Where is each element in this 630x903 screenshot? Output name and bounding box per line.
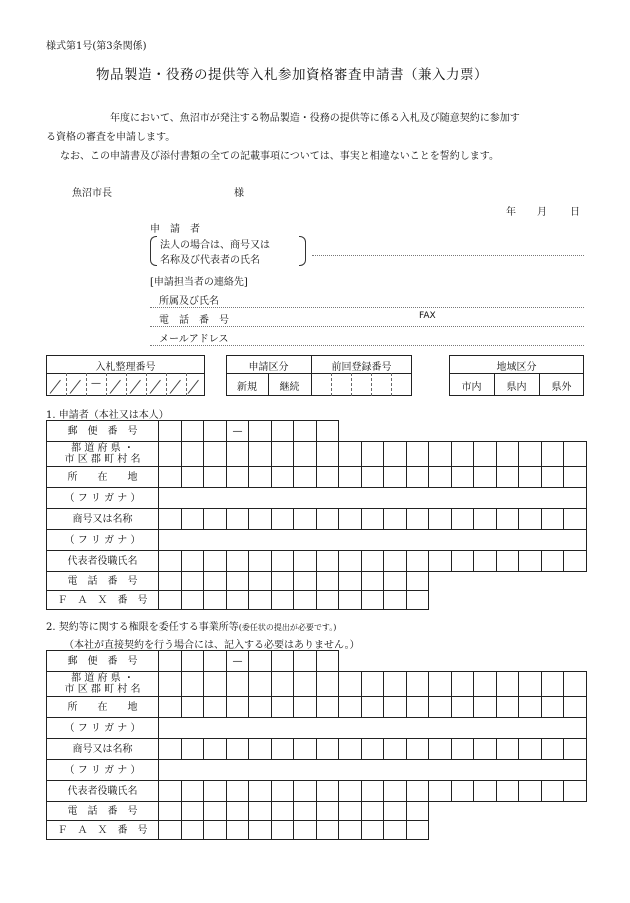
s1-cell-postal[interactable]: [271, 420, 294, 442]
s1-cell-prefecture[interactable]: [158, 441, 182, 467]
s1-cell-representative[interactable]: [316, 550, 339, 572]
s1-cell-fax[interactable]: [338, 590, 362, 610]
corp-note-line-1: 法人の場合は、商号又は: [160, 240, 270, 251]
s2-cell-phone[interactable]: [383, 801, 407, 821]
s1-cell-company_name[interactable]: [406, 508, 429, 530]
s1-cell-representative[interactable]: [271, 550, 294, 572]
s1-cell-phone[interactable]: [158, 571, 182, 591]
s2-cell-phone[interactable]: [338, 801, 362, 821]
region-label: 地域区分: [496, 362, 537, 373]
section2-note-small: (委任状の提出が必要です。): [238, 623, 337, 632]
s2-cell-company_name[interactable]: [406, 738, 429, 760]
s2-label-phone: 電 話 番 号: [46, 801, 159, 821]
s2-cell-company_name[interactable]: [383, 738, 407, 760]
page-title: 物品製造・役務の提供等入札参加資格審査申請書（兼入力票）: [96, 67, 488, 83]
s1-cell-company_name[interactable]: [473, 508, 497, 530]
s2-cell-company_name[interactable]: [226, 738, 249, 760]
s1-label-furigana: （ フ リ ガ ナ ）: [46, 529, 159, 551]
s1-cell-prefecture[interactable]: [518, 441, 542, 467]
s1-input-furigana[interactable]: [158, 529, 587, 551]
s1-cell-company_name[interactable]: [203, 508, 227, 530]
s1-cell-phone[interactable]: [293, 571, 317, 591]
s2-cell-fax[interactable]: [316, 820, 339, 840]
s1-cell-representative[interactable]: [158, 550, 182, 572]
s1-cell-address[interactable]: [248, 466, 272, 488]
s2-cell-representative[interactable]: [541, 780, 564, 802]
s1-cell-company_name[interactable]: [248, 508, 272, 530]
s1-cell-prefecture[interactable]: [293, 441, 317, 467]
s2-cell-fax[interactable]: [361, 820, 384, 840]
s2-cell-representative[interactable]: [406, 780, 429, 802]
s1-cell-company_name[interactable]: [541, 508, 564, 530]
s2-cell-company_name[interactable]: [563, 738, 587, 760]
s2-cell-representative[interactable]: [451, 780, 474, 802]
s1-cell-prefecture[interactable]: [541, 441, 564, 467]
s2-cell-phone[interactable]: [248, 801, 272, 821]
s1-cell-representative[interactable]: [361, 550, 384, 572]
s2-cell-prefecture[interactable]: [383, 671, 407, 697]
s2-cell-representative[interactable]: [271, 780, 294, 802]
s2-cell-prefecture[interactable]: [361, 671, 384, 697]
s2-cell-address[interactable]: [428, 696, 452, 718]
s2-cell-company_name[interactable]: [248, 738, 272, 760]
s1-cell-fax[interactable]: [181, 590, 204, 610]
intro-line-2: る資格の審査を申請します。: [46, 132, 176, 143]
s1-cell-representative[interactable]: [541, 550, 564, 572]
s2-cell-postal[interactable]: [203, 650, 227, 672]
s1-input-furigana[interactable]: [158, 487, 587, 509]
s2-cell-fax[interactable]: [406, 820, 429, 840]
s2-cell-prefecture[interactable]: [541, 671, 564, 697]
form-number: 様式第1号(第3条関係): [46, 41, 147, 52]
s2-cell-address[interactable]: [293, 696, 317, 718]
s2-cell-postal[interactable]: [181, 650, 204, 672]
s2-cell-fax[interactable]: [203, 820, 227, 840]
s2-label-postal: 郵 便 番 号: [46, 650, 159, 672]
s1-cell-company_name[interactable]: [338, 508, 362, 530]
s1-cell-address[interactable]: [293, 466, 317, 488]
contact-dept-label: 所属及び氏名: [159, 296, 219, 307]
s2-cell-representative[interactable]: [563, 780, 587, 802]
application-type-label: 申請区分: [248, 362, 289, 373]
date-year: 年: [506, 207, 516, 218]
s1-cell-prefecture[interactable]: [361, 441, 384, 467]
s1-cell-prefecture[interactable]: [383, 441, 407, 467]
section2-note: （本社が直接契約を行う場合には、記入する必要はありません。）: [64, 640, 360, 651]
s2-cell-fax[interactable]: [248, 820, 272, 840]
contact-dept-line[interactable]: [150, 307, 584, 308]
application-type-continue[interactable]: 継続: [279, 382, 300, 393]
s1-cell-address[interactable]: [496, 466, 519, 488]
s2-cell-address[interactable]: [496, 696, 519, 718]
s2-cell-address[interactable]: [361, 696, 384, 718]
bracket-left: [150, 236, 157, 266]
contact-phone-label: 電 話 番 号: [159, 315, 229, 326]
s2-cell-address[interactable]: [316, 696, 339, 718]
s1-cell-company_name[interactable]: [451, 508, 474, 530]
s2-cell-phone[interactable]: [226, 801, 249, 821]
s2-cell-representative[interactable]: [361, 780, 384, 802]
s1-cell-postal: —: [226, 420, 249, 442]
bid-number-dash: —: [91, 378, 101, 389]
s2-cell-address[interactable]: [158, 696, 182, 718]
s2-cell-representative[interactable]: [496, 780, 519, 802]
s2-cell-prefecture[interactable]: [248, 671, 272, 697]
s2-cell-fax[interactable]: [383, 820, 407, 840]
s2-cell-postal[interactable]: [271, 650, 294, 672]
s1-label-fax: Ｆ Ａ Ｘ 番 号: [46, 590, 159, 610]
s1-cell-phone[interactable]: [226, 571, 249, 591]
s2-label-furigana: （ フ リ ガ ナ ）: [46, 717, 159, 739]
s2-cell-company_name[interactable]: [473, 738, 497, 760]
contact-fax-label: FAX: [419, 311, 436, 321]
s1-cell-representative[interactable]: [181, 550, 204, 572]
s1-cell-company_name[interactable]: [563, 508, 587, 530]
s1-cell-company_name[interactable]: [518, 508, 542, 530]
s2-cell-address[interactable]: [563, 696, 587, 718]
s2-cell-representative[interactable]: [248, 780, 272, 802]
s2-cell-prefecture[interactable]: [181, 671, 204, 697]
s2-cell-representative[interactable]: [203, 780, 227, 802]
s2-cell-prefecture[interactable]: [203, 671, 227, 697]
s1-cell-prefecture[interactable]: [248, 441, 272, 467]
region-outside[interactable]: 県外: [551, 382, 572, 393]
s2-cell-address[interactable]: [203, 696, 227, 718]
s2-input-furigana[interactable]: [158, 717, 587, 739]
s1-cell-company_name[interactable]: [496, 508, 519, 530]
s2-cell-postal[interactable]: [248, 650, 272, 672]
applicant-label: 申 請 者: [150, 224, 200, 235]
s1-cell-prefecture[interactable]: [338, 441, 362, 467]
s2-cell-fax[interactable]: [338, 820, 362, 840]
bracket-right: [299, 236, 306, 266]
s2-cell-representative[interactable]: [428, 780, 452, 802]
intro-line-3: なお、この申請書及び添付書類の全ての記載事項については、事実と相違ないことを誓約します。: [60, 151, 499, 162]
s1-label-representative: 代表者役職氏名: [46, 550, 159, 572]
s1-cell-address[interactable]: [181, 466, 204, 488]
s1-cell-address[interactable]: [428, 466, 452, 488]
s1-cell-phone[interactable]: [181, 571, 204, 591]
section1-title: 1. 申請者（本社又は本人）: [46, 410, 169, 421]
s2-cell-phone[interactable]: [181, 801, 204, 821]
s2-cell-prefecture[interactable]: [316, 671, 339, 697]
s1-cell-phone[interactable]: [383, 571, 407, 591]
s2-cell-prefecture[interactable]: [496, 671, 519, 697]
s1-cell-prefecture[interactable]: [428, 441, 452, 467]
s1-cell-postal[interactable]: [248, 420, 272, 442]
s1-label-address: 所 在 地: [46, 466, 159, 488]
s2-cell-address[interactable]: [541, 696, 564, 718]
s2-cell-prefecture[interactable]: [226, 671, 249, 697]
s1-cell-representative[interactable]: [338, 550, 362, 572]
s1-cell-fax[interactable]: [248, 590, 272, 610]
s2-cell-postal: —: [226, 650, 249, 672]
s2-cell-fax[interactable]: [271, 820, 294, 840]
s1-cell-address[interactable]: [541, 466, 564, 488]
s1-cell-company_name[interactable]: [181, 508, 204, 530]
s1-cell-phone[interactable]: [316, 571, 339, 591]
s1-cell-representative[interactable]: [428, 550, 452, 572]
s2-cell-address[interactable]: [271, 696, 294, 718]
s1-cell-prefecture[interactable]: [316, 441, 339, 467]
s1-cell-fax[interactable]: [203, 590, 227, 610]
s2-input-furigana[interactable]: [158, 759, 587, 781]
s2-cell-company_name[interactable]: [428, 738, 452, 760]
s1-cell-representative[interactable]: [473, 550, 497, 572]
s2-cell-company_name[interactable]: [541, 738, 564, 760]
s2-cell-fax[interactable]: [226, 820, 249, 840]
s2-cell-address[interactable]: [451, 696, 474, 718]
s1-cell-prefecture[interactable]: [406, 441, 429, 467]
contact-email-label: メールアドレス: [159, 334, 229, 345]
intro-line-1: 年度において、魚沼市が発注する物品製造・役務の提供等に係る入札及び随意契約に参加す: [110, 113, 520, 124]
s2-cell-company_name[interactable]: [271, 738, 294, 760]
s1-cell-company_name[interactable]: [428, 508, 452, 530]
s2-cell-prefecture[interactable]: [293, 671, 317, 697]
s2-cell-prefecture[interactable]: [271, 671, 294, 697]
corp-name-line[interactable]: [312, 255, 584, 256]
s2-cell-prefecture[interactable]: [518, 671, 542, 697]
s1-cell-prefecture[interactable]: [563, 441, 587, 467]
s1-cell-postal[interactable]: [316, 420, 339, 442]
s2-cell-phone[interactable]: [203, 801, 227, 821]
s2-cell-company_name[interactable]: [518, 738, 542, 760]
s2-label-address: 所 在 地: [46, 696, 159, 718]
s1-cell-fax[interactable]: [361, 590, 384, 610]
s1-cell-address[interactable]: [473, 466, 497, 488]
application-type-new[interactable]: 新規: [237, 382, 257, 393]
s1-cell-address[interactable]: [361, 466, 384, 488]
section2-title: 2. 契約等に関する権限を委任する事業所等(委任状の提出が必要です。): [46, 622, 337, 633]
s1-cell-fax[interactable]: [158, 590, 182, 610]
s2-cell-company_name[interactable]: [203, 738, 227, 760]
s1-cell-prefecture[interactable]: [203, 441, 227, 467]
s1-cell-representative[interactable]: [383, 550, 407, 572]
s1-label-prefecture: 都 道 府 県 ・ 市 区 郡 町 村 名: [46, 441, 159, 467]
s2-cell-phone[interactable]: [158, 801, 182, 821]
s2-cell-representative[interactable]: [338, 780, 362, 802]
s1-label-postal: 郵 便 番 号: [46, 420, 159, 442]
s1-cell-prefecture[interactable]: [473, 441, 497, 467]
s1-cell-prefecture[interactable]: [451, 441, 474, 467]
s1-cell-representative[interactable]: [203, 550, 227, 572]
s2-label-fax: Ｆ Ａ Ｘ 番 号: [46, 820, 159, 840]
s1-cell-address[interactable]: [271, 466, 294, 488]
s1-cell-company_name[interactable]: [316, 508, 339, 530]
s2-cell-phone[interactable]: [293, 801, 317, 821]
s2-cell-prefecture[interactable]: [338, 671, 362, 697]
s2-cell-representative[interactable]: [473, 780, 497, 802]
s2-cell-representative[interactable]: [316, 780, 339, 802]
s1-cell-phone[interactable]: [271, 571, 294, 591]
s1-cell-representative[interactable]: [248, 550, 272, 572]
s1-cell-company_name[interactable]: [361, 508, 384, 530]
s2-cell-fax[interactable]: [293, 820, 317, 840]
s2-cell-representative[interactable]: [383, 780, 407, 802]
s2-cell-prefecture[interactable]: [406, 671, 429, 697]
s1-cell-fax[interactable]: [226, 590, 249, 610]
s1-cell-representative[interactable]: [226, 550, 249, 572]
s1-label-phone: 電 話 番 号: [46, 571, 159, 591]
s2-cell-fax[interactable]: [181, 820, 204, 840]
s2-cell-prefecture[interactable]: [158, 671, 182, 697]
s1-cell-representative[interactable]: [451, 550, 474, 572]
s2-cell-address[interactable]: [383, 696, 407, 718]
s2-cell-address[interactable]: [338, 696, 362, 718]
region-prefecture[interactable]: 県内: [506, 382, 527, 393]
s1-cell-phone[interactable]: [248, 571, 272, 591]
s1-cell-address[interactable]: [338, 466, 362, 488]
s2-cell-representative[interactable]: [181, 780, 204, 802]
s1-cell-fax[interactable]: [406, 590, 429, 610]
s1-label-company_name: 商号又は名称: [46, 508, 159, 530]
s2-label-representative: 代表者役職氏名: [46, 780, 159, 802]
s1-cell-phone[interactable]: [361, 571, 384, 591]
s1-cell-prefecture[interactable]: [271, 441, 294, 467]
s1-cell-fax[interactable]: [383, 590, 407, 610]
s2-cell-phone[interactable]: [361, 801, 384, 821]
s2-cell-representative[interactable]: [226, 780, 249, 802]
s1-cell-company_name[interactable]: [293, 508, 317, 530]
s1-cell-fax[interactable]: [271, 590, 294, 610]
s2-cell-phone[interactable]: [316, 801, 339, 821]
s2-cell-phone[interactable]: [406, 801, 429, 821]
s1-cell-address[interactable]: [158, 466, 182, 488]
s1-cell-fax[interactable]: [293, 590, 317, 610]
s2-cell-postal[interactable]: [293, 650, 317, 672]
contact-email-line[interactable]: [150, 345, 584, 346]
contact-phone-line[interactable]: [150, 326, 584, 327]
s1-cell-postal[interactable]: [181, 420, 204, 442]
s1-cell-address[interactable]: [406, 466, 429, 488]
s1-cell-representative[interactable]: [406, 550, 429, 572]
corp-note-line-2: 名称及び代表者の氏名: [160, 255, 260, 266]
s2-cell-address[interactable]: [226, 696, 249, 718]
s1-cell-representative[interactable]: [496, 550, 519, 572]
s1-cell-phone[interactable]: [338, 571, 362, 591]
contact-header: [申請担当者の連絡先]: [150, 277, 248, 288]
s2-cell-representative[interactable]: [518, 780, 542, 802]
s1-cell-address[interactable]: [383, 466, 407, 488]
s1-cell-fax[interactable]: [316, 590, 339, 610]
addressee: 魚沼市長: [72, 188, 112, 199]
s1-cell-prefecture[interactable]: [496, 441, 519, 467]
s1-cell-representative[interactable]: [293, 550, 317, 572]
s1-cell-address[interactable]: [518, 466, 542, 488]
s1-label-furigana: （ フ リ ガ ナ ）: [46, 487, 159, 509]
s2-cell-fax[interactable]: [158, 820, 182, 840]
s2-label-furigana: （ フ リ ガ ナ ）: [46, 759, 159, 781]
s1-cell-address[interactable]: [316, 466, 339, 488]
s2-cell-company_name[interactable]: [316, 738, 339, 760]
date-day: 日: [570, 207, 580, 218]
s2-cell-address[interactable]: [248, 696, 272, 718]
s1-cell-representative[interactable]: [563, 550, 587, 572]
s1-cell-address[interactable]: [451, 466, 474, 488]
s1-cell-postal[interactable]: [293, 420, 317, 442]
bid-number-label: 入札整理番号: [95, 362, 156, 373]
s1-cell-prefecture[interactable]: [181, 441, 204, 467]
s2-cell-address[interactable]: [406, 696, 429, 718]
s1-cell-address[interactable]: [203, 466, 227, 488]
s1-cell-phone[interactable]: [406, 571, 429, 591]
s1-cell-company_name[interactable]: [271, 508, 294, 530]
s1-cell-postal[interactable]: [158, 420, 182, 442]
s1-cell-company_name[interactable]: [383, 508, 407, 530]
s2-cell-company_name[interactable]: [293, 738, 317, 760]
region-city[interactable]: 市内: [461, 382, 482, 393]
s1-cell-representative[interactable]: [518, 550, 542, 572]
s2-label-company_name: 商号又は名称: [46, 738, 159, 760]
s2-cell-phone[interactable]: [271, 801, 294, 821]
s1-cell-prefecture[interactable]: [226, 441, 249, 467]
s2-cell-postal[interactable]: [158, 650, 182, 672]
s2-cell-company_name[interactable]: [158, 738, 182, 760]
honorific: 様: [234, 188, 244, 199]
s2-cell-prefecture[interactable]: [428, 671, 452, 697]
s2-cell-prefecture[interactable]: [473, 671, 497, 697]
s2-cell-address[interactable]: [181, 696, 204, 718]
s2-cell-postal[interactable]: [316, 650, 339, 672]
s2-cell-prefecture[interactable]: [563, 671, 587, 697]
s1-cell-company_name[interactable]: [158, 508, 182, 530]
s1-cell-company_name[interactable]: [226, 508, 249, 530]
previous-reg-label: 前回登録番号: [331, 362, 392, 373]
s2-cell-address[interactable]: [518, 696, 542, 718]
s1-cell-address[interactable]: [563, 466, 587, 488]
s1-cell-address[interactable]: [226, 466, 249, 488]
s2-cell-representative[interactable]: [293, 780, 317, 802]
s2-cell-company_name[interactable]: [181, 738, 204, 760]
s2-cell-company_name[interactable]: [361, 738, 384, 760]
s2-cell-company_name[interactable]: [496, 738, 519, 760]
s1-cell-postal[interactable]: [203, 420, 227, 442]
s1-cell-phone[interactable]: [203, 571, 227, 591]
s2-cell-address[interactable]: [473, 696, 497, 718]
s2-cell-company_name[interactable]: [451, 738, 474, 760]
s2-cell-representative[interactable]: [158, 780, 182, 802]
s2-label-prefecture: 都 道 府 県 ・ 市 区 郡 町 村 名: [46, 671, 159, 697]
date-month: 月: [537, 207, 547, 218]
s2-cell-prefecture[interactable]: [451, 671, 474, 697]
s2-cell-company_name[interactable]: [338, 738, 362, 760]
